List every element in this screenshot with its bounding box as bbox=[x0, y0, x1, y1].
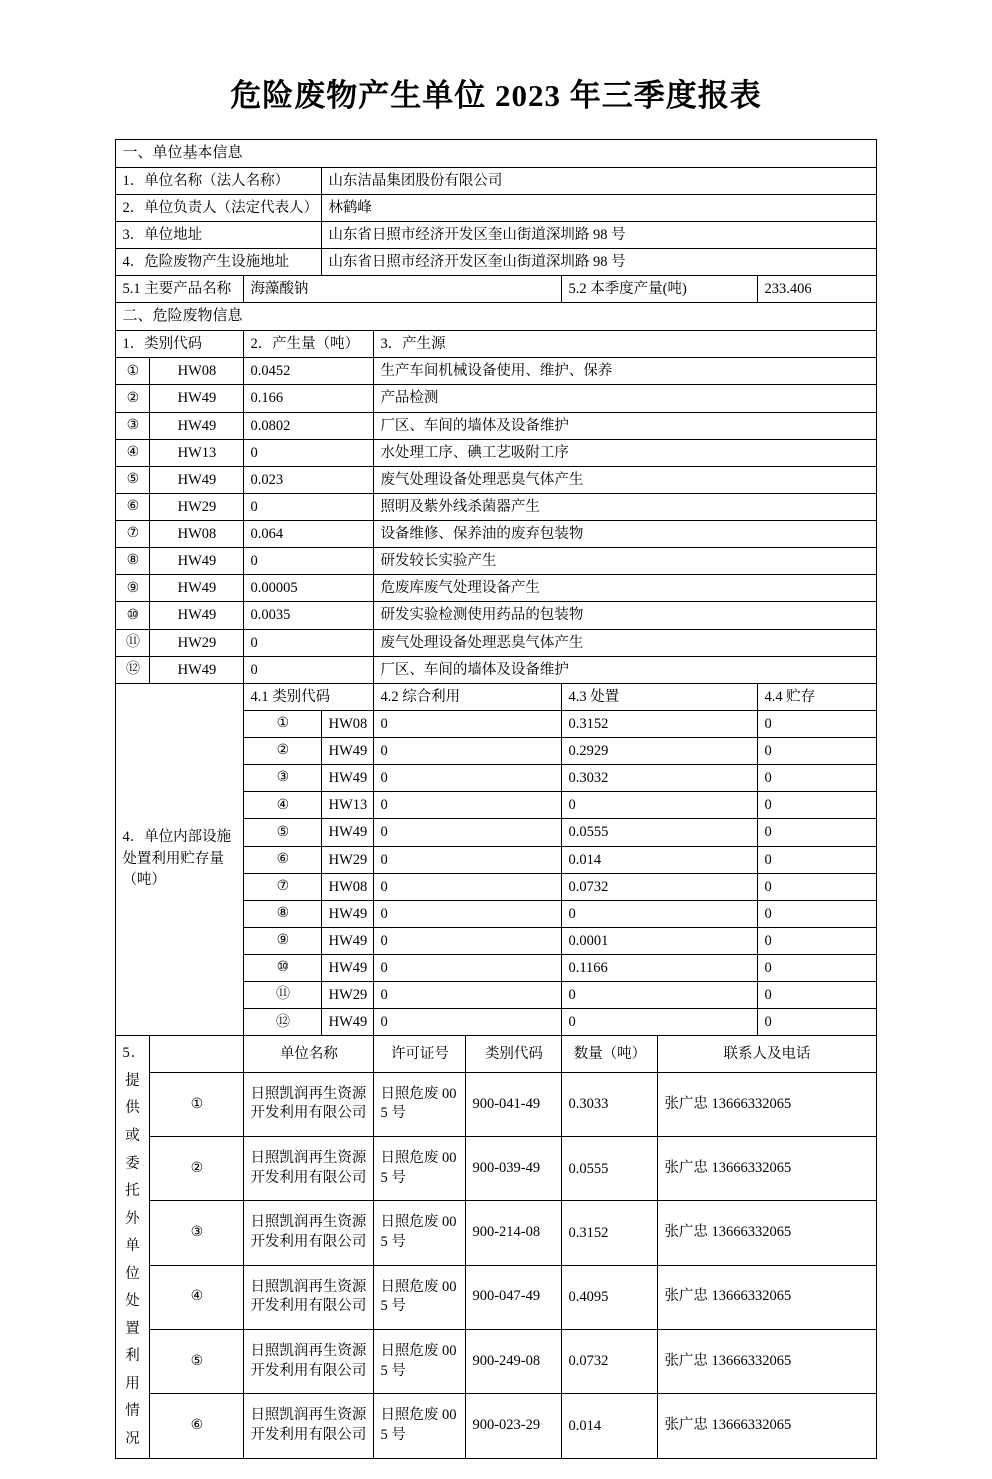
section5-label: 5．提供或委托外单位处置利用情况 bbox=[116, 1036, 150, 1458]
waste-amount: 0.0802 bbox=[244, 412, 374, 439]
quantity: 0.3152 bbox=[562, 1201, 658, 1265]
quantity: 0.3033 bbox=[562, 1072, 658, 1136]
waste-code: HW29 bbox=[150, 493, 244, 520]
table-row bbox=[116, 167, 876, 194]
col-header-generated-amount: 2．产生量（吨） bbox=[244, 331, 374, 358]
waste-amount: 0.064 bbox=[244, 521, 374, 548]
dispose-amount: 0 bbox=[562, 792, 758, 819]
row-index: ⑪ bbox=[244, 982, 322, 1009]
waste-amount: 0.166 bbox=[244, 385, 374, 412]
row-index: ⑪ bbox=[116, 629, 150, 656]
store-amount: 0 bbox=[758, 792, 876, 819]
dispose-amount: 0.014 bbox=[562, 846, 758, 873]
waste-code: 900-023-29 bbox=[466, 1394, 562, 1458]
store-amount: 0 bbox=[758, 927, 876, 954]
waste-amount: 0 bbox=[244, 656, 374, 683]
table-row bbox=[116, 412, 876, 439]
row-index: ⑨ bbox=[244, 927, 322, 954]
row-index: ⑧ bbox=[116, 548, 150, 575]
table-row bbox=[116, 385, 876, 412]
waste-source: 产品检测 bbox=[374, 385, 876, 412]
row-index: ⑥ bbox=[116, 493, 150, 520]
waste-source: 研发实验检测使用药品的包装物 bbox=[374, 602, 876, 629]
col-header-source: 3．产生源 bbox=[374, 331, 876, 358]
row-index: ① bbox=[116, 358, 150, 385]
company-name: 日照凯润再生资源开发利用有限公司 bbox=[244, 1201, 374, 1265]
row-index: ④ bbox=[116, 439, 150, 466]
col-header-category-code-5: 类别代码 bbox=[466, 1036, 562, 1072]
waste-code: HW08 bbox=[150, 521, 244, 548]
waste-code: HW13 bbox=[322, 792, 374, 819]
reuse-amount: 0 bbox=[374, 955, 562, 982]
reuse-amount: 0 bbox=[374, 819, 562, 846]
waste-code: HW49 bbox=[322, 955, 374, 982]
waste-code: HW49 bbox=[150, 656, 244, 683]
store-amount: 0 bbox=[758, 765, 876, 792]
row-index: ④ bbox=[244, 792, 322, 819]
store-amount: 0 bbox=[758, 1009, 876, 1036]
table-row bbox=[116, 358, 876, 385]
waste-code: HW49 bbox=[150, 412, 244, 439]
row-index: ⑩ bbox=[116, 602, 150, 629]
row-index: ③ bbox=[244, 765, 322, 792]
table-row bbox=[116, 1394, 876, 1458]
unit-address-label: 3．单位地址 bbox=[116, 222, 322, 249]
facility-address-label: 4．危险废物产生设施地址 bbox=[116, 249, 322, 276]
waste-code: HW49 bbox=[150, 575, 244, 602]
contact-person: 张广忠 13666332065 bbox=[658, 1265, 876, 1329]
row-index: ⑩ bbox=[244, 955, 322, 982]
row-index: ② bbox=[116, 385, 150, 412]
waste-amount: 0.00005 bbox=[244, 575, 374, 602]
col-header-contact: 联系人及电话 bbox=[658, 1036, 876, 1072]
main-product-label: 5.1 主要产品名称 bbox=[116, 276, 244, 303]
unit-leader-value: 林鹤峰 bbox=[322, 194, 876, 221]
section4-header-row bbox=[116, 683, 876, 710]
table-row bbox=[116, 222, 876, 249]
license-number: 日照危废 005 号 bbox=[374, 1136, 466, 1200]
waste-code: HW49 bbox=[150, 548, 244, 575]
contact-person: 张广忠 13666332065 bbox=[658, 1201, 876, 1265]
waste-source: 生产车间机械设备使用、维护、保养 bbox=[374, 358, 876, 385]
row-index: ③ bbox=[150, 1201, 244, 1265]
store-amount: 0 bbox=[758, 900, 876, 927]
waste-code: 900-047-49 bbox=[466, 1265, 562, 1329]
table-row bbox=[116, 602, 876, 629]
waste-source: 照明及紫外线杀菌器产生 bbox=[374, 493, 876, 520]
waste-source: 厂区、车间的墙体及设备维护 bbox=[374, 656, 876, 683]
reuse-amount: 0 bbox=[374, 927, 562, 954]
table-row bbox=[116, 194, 876, 221]
dispose-amount: 0.3032 bbox=[562, 765, 758, 792]
store-amount: 0 bbox=[758, 955, 876, 982]
store-amount: 0 bbox=[758, 710, 876, 737]
row-index: ⑤ bbox=[150, 1329, 244, 1393]
row-index: ④ bbox=[150, 1265, 244, 1329]
waste-code: HW29 bbox=[322, 982, 374, 1009]
section4-label: 4．单位内部设施处置利用贮存量（吨） bbox=[116, 683, 244, 1036]
store-amount: 0 bbox=[758, 873, 876, 900]
reuse-amount: 0 bbox=[374, 738, 562, 765]
waste-code: HW08 bbox=[150, 358, 244, 385]
waste-code: HW49 bbox=[322, 900, 374, 927]
waste-amount: 0 bbox=[244, 493, 374, 520]
waste-code: 900-214-08 bbox=[466, 1201, 562, 1265]
waste-amount: 0.023 bbox=[244, 466, 374, 493]
facility-address-value: 山东省日照市经济开发区奎山街道深圳路 98 号 bbox=[322, 249, 876, 276]
table-row bbox=[116, 466, 876, 493]
table-row bbox=[116, 276, 876, 303]
report-table bbox=[115, 139, 876, 1459]
license-number: 日照危废 005 号 bbox=[374, 1265, 466, 1329]
page-title: 危险废物产生单位 2023 年三季度报表 bbox=[230, 78, 762, 113]
contact-person: 张广忠 13666332065 bbox=[658, 1394, 876, 1458]
waste-code: HW29 bbox=[150, 629, 244, 656]
reuse-amount: 0 bbox=[374, 900, 562, 927]
company-name: 日照凯润再生资源开发利用有限公司 bbox=[244, 1265, 374, 1329]
row-index: ⑤ bbox=[116, 466, 150, 493]
waste-code: 900-041-49 bbox=[466, 1072, 562, 1136]
license-number: 日照危废 005 号 bbox=[374, 1201, 466, 1265]
table-row bbox=[116, 1329, 876, 1393]
waste-source: 危废库废气处理设备产生 bbox=[374, 575, 876, 602]
section5-index-header bbox=[150, 1036, 244, 1072]
row-index: ⑤ bbox=[244, 819, 322, 846]
table-row bbox=[116, 493, 876, 520]
col-header-reuse: 4.2 综合利用 bbox=[374, 683, 562, 710]
col-header-category-code: 1．类别代码 bbox=[116, 331, 244, 358]
reuse-amount: 0 bbox=[374, 846, 562, 873]
row-index: ⑦ bbox=[116, 521, 150, 548]
company-name: 日照凯润再生资源开发利用有限公司 bbox=[244, 1072, 374, 1136]
dispose-amount: 0.0555 bbox=[562, 819, 758, 846]
waste-code: HW08 bbox=[322, 710, 374, 737]
dispose-amount: 0.0732 bbox=[562, 873, 758, 900]
waste-code: HW29 bbox=[322, 846, 374, 873]
waste-source: 设备维修、保养油的废弃包装物 bbox=[374, 521, 876, 548]
col-header-store: 4.4 贮存 bbox=[758, 683, 876, 710]
waste-amount: 0.0452 bbox=[244, 358, 374, 385]
row-index: ⑫ bbox=[116, 656, 150, 683]
row-index: ① bbox=[244, 710, 322, 737]
reuse-amount: 0 bbox=[374, 1009, 562, 1036]
row-index: ③ bbox=[116, 412, 150, 439]
dispose-amount: 0.2929 bbox=[562, 738, 758, 765]
table-row bbox=[116, 249, 876, 276]
dispose-amount: 0.3152 bbox=[562, 710, 758, 737]
store-amount: 0 bbox=[758, 982, 876, 1009]
waste-code: HW49 bbox=[322, 765, 374, 792]
table-row bbox=[116, 521, 876, 548]
unit-address-value: 山东省日照市经济开发区奎山街道深圳路 98 号 bbox=[322, 222, 876, 249]
section2-heading-row bbox=[116, 303, 876, 331]
row-index: ⑥ bbox=[150, 1394, 244, 1458]
dispose-amount: 0.1166 bbox=[562, 955, 758, 982]
waste-source: 废气处理设备处理恶臭气体产生 bbox=[374, 466, 876, 493]
col-header-category-code-4: 4.1 类别代码 bbox=[244, 683, 374, 710]
waste-amount: 0 bbox=[244, 548, 374, 575]
reuse-amount: 0 bbox=[374, 765, 562, 792]
section2-header-row bbox=[116, 331, 876, 358]
table-row bbox=[116, 1136, 876, 1200]
quarter-output-value: 233.406 bbox=[758, 276, 876, 303]
company-name: 日照凯润再生资源开发利用有限公司 bbox=[244, 1136, 374, 1200]
store-amount: 0 bbox=[758, 846, 876, 873]
section1-heading-row bbox=[116, 140, 876, 168]
row-index: ⑥ bbox=[244, 846, 322, 873]
table-row bbox=[116, 1265, 876, 1329]
col-header-quantity: 数量（吨） bbox=[562, 1036, 658, 1072]
row-index: ⑦ bbox=[244, 873, 322, 900]
waste-amount: 0 bbox=[244, 629, 374, 656]
col-header-company-name: 单位名称 bbox=[244, 1036, 374, 1072]
waste-amount: 0.0035 bbox=[244, 602, 374, 629]
waste-code: HW49 bbox=[150, 602, 244, 629]
waste-source: 水处理工序、碘工艺吸附工序 bbox=[374, 439, 876, 466]
quantity: 0.0732 bbox=[562, 1329, 658, 1393]
unit-name-label: 1．单位名称（法人名称） bbox=[116, 167, 322, 194]
row-index: ⑨ bbox=[116, 575, 150, 602]
quantity: 0.0555 bbox=[562, 1136, 658, 1200]
col-header-license: 许可证号 bbox=[374, 1036, 466, 1072]
company-name: 日照凯润再生资源开发利用有限公司 bbox=[244, 1329, 374, 1393]
dispose-amount: 0.0001 bbox=[562, 927, 758, 954]
waste-amount: 0 bbox=[244, 439, 374, 466]
row-index: ② bbox=[244, 738, 322, 765]
quarter-output-label: 5.2 本季度产量(吨) bbox=[562, 276, 758, 303]
waste-source: 废气处理设备处理恶臭气体产生 bbox=[374, 629, 876, 656]
contact-person: 张广忠 13666332065 bbox=[658, 1329, 876, 1393]
table-row bbox=[116, 1072, 876, 1136]
store-amount: 0 bbox=[758, 738, 876, 765]
row-index: ⑫ bbox=[244, 1009, 322, 1036]
waste-code: HW08 bbox=[322, 873, 374, 900]
waste-code: HW49 bbox=[150, 466, 244, 493]
store-amount: 0 bbox=[758, 819, 876, 846]
table-row bbox=[116, 629, 876, 656]
table-row bbox=[116, 1201, 876, 1265]
waste-code: 900-039-49 bbox=[466, 1136, 562, 1200]
row-index: ⑧ bbox=[244, 900, 322, 927]
unit-leader-label: 2．单位负责人（法定代表人） bbox=[116, 194, 322, 221]
section2-heading: 二、危险废物信息 bbox=[116, 303, 876, 331]
table-row bbox=[116, 548, 876, 575]
waste-code: HW49 bbox=[322, 1009, 374, 1036]
dispose-amount: 0 bbox=[562, 982, 758, 1009]
dispose-amount: 0 bbox=[562, 900, 758, 927]
waste-code: HW49 bbox=[322, 738, 374, 765]
waste-source: 厂区、车间的墙体及设备维护 bbox=[374, 412, 876, 439]
section1-heading: 一、单位基本信息 bbox=[116, 140, 876, 168]
quantity: 0.4095 bbox=[562, 1265, 658, 1329]
license-number: 日照危废 005 号 bbox=[374, 1394, 466, 1458]
row-index: ① bbox=[150, 1072, 244, 1136]
col-header-dispose: 4.3 处置 bbox=[562, 683, 758, 710]
license-number: 日照危废 005 号 bbox=[374, 1329, 466, 1393]
section5-header-row bbox=[116, 1036, 876, 1072]
main-product-value: 海藻酸钠 bbox=[244, 276, 562, 303]
dispose-amount: 0 bbox=[562, 1009, 758, 1036]
table-row bbox=[116, 439, 876, 466]
waste-code: HW49 bbox=[322, 819, 374, 846]
waste-code: 900-249-08 bbox=[466, 1329, 562, 1393]
waste-code: HW13 bbox=[150, 439, 244, 466]
waste-source: 研发较长实验产生 bbox=[374, 548, 876, 575]
reuse-amount: 0 bbox=[374, 982, 562, 1009]
table-row bbox=[116, 656, 876, 683]
company-name: 日照凯润再生资源开发利用有限公司 bbox=[244, 1394, 374, 1458]
contact-person: 张广忠 13666332065 bbox=[658, 1136, 876, 1200]
waste-code: HW49 bbox=[322, 927, 374, 954]
contact-person: 张广忠 13666332065 bbox=[658, 1072, 876, 1136]
reuse-amount: 0 bbox=[374, 710, 562, 737]
table-row bbox=[116, 575, 876, 602]
row-index: ② bbox=[150, 1136, 244, 1200]
license-number: 日照危废 005 号 bbox=[374, 1072, 466, 1136]
quantity: 0.014 bbox=[562, 1394, 658, 1458]
unit-name-value: 山东洁晶集团股份有限公司 bbox=[322, 167, 876, 194]
reuse-amount: 0 bbox=[374, 873, 562, 900]
waste-code: HW49 bbox=[150, 385, 244, 412]
reuse-amount: 0 bbox=[374, 792, 562, 819]
